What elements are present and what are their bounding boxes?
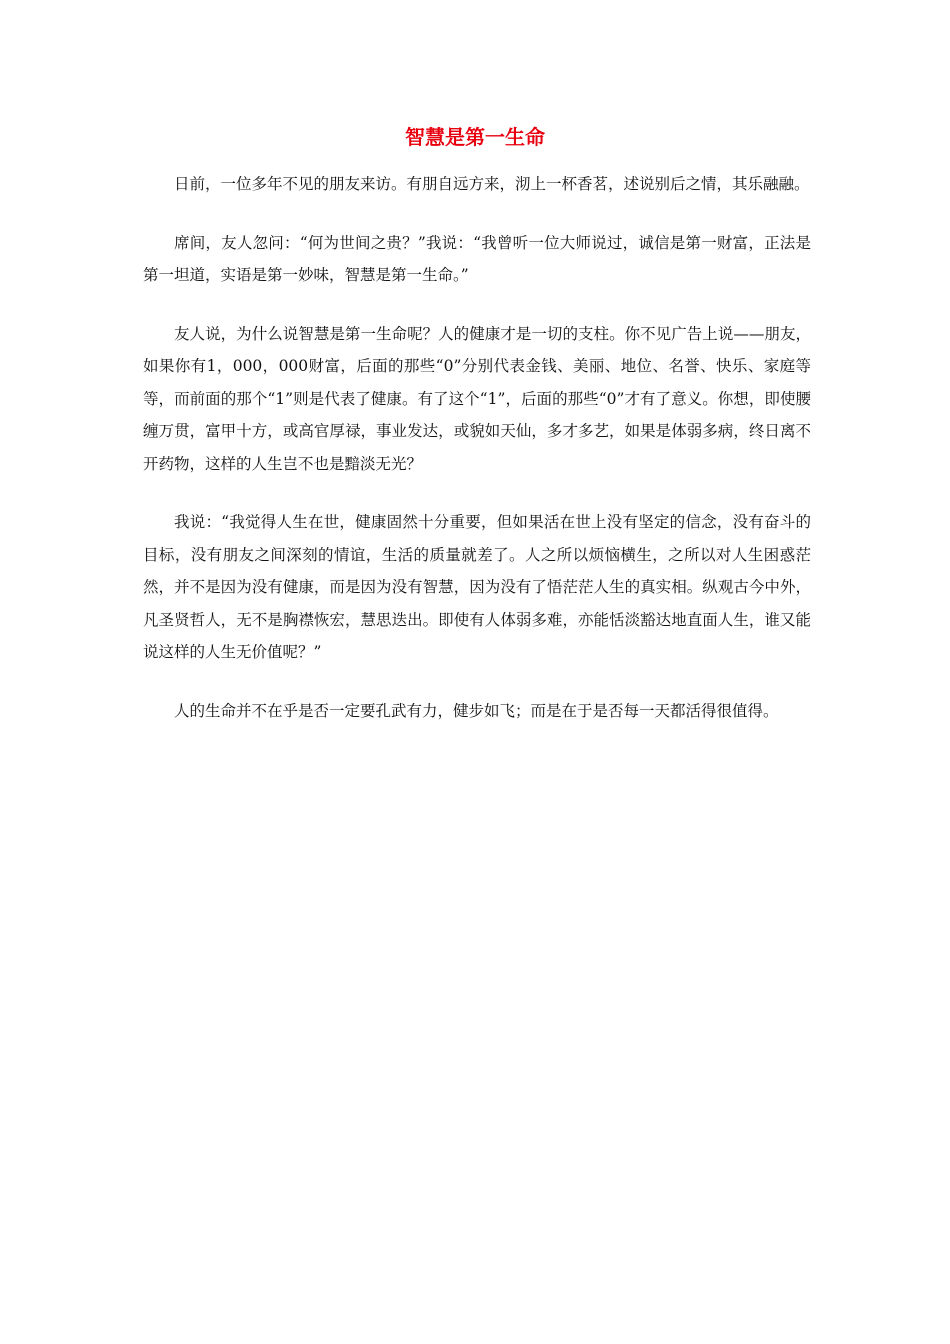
paragraph-4: 我说：“我觉得人生在世，健康固然十分重要，但如果活在世上没有坚定的信念，没有奋斗的目标，没有朋友之间深刻的情谊，生活的质量就差了。人之所以烦恼横生，之所以对人生困惑茫然，并不是因为没有健康，而是因为没有智慧，因为没有了悟茫茫人生的真实相。纵观古今中外，凡圣贤哲人，无不是胸襟恢宏，慧思迭出。即使有人体弱多难，亦能恬淡豁达地直面人生，谁又能说这样的人生无价值呢？” — [143, 513, 811, 661]
document-title: 智慧是第一生命 — [405, 125, 545, 149]
paragraph-2: 席间，友人忽问：“何为世间之贵？”我说：“我曾听一位大师说过，诚信是第一财富，正法是第一坦道，实语是第一妙味，智慧是第一生命。” — [143, 233, 811, 284]
document-body — [143, 168, 811, 753]
paragraph-1: 日前，一位多年不见的朋友来访。有朋自远方来，沏上一杯香茗，述说别后之情，其乐融融。 — [174, 175, 810, 193]
paragraph-5: 人的生命并不在乎是否一定要孔武有力，健步如飞；而是在于是否每一天都活得很值得。 — [174, 701, 779, 720]
paragraph-3: 友人说，为什么说智慧是第一生命呢？人的健康才是一切的支柱。你不见广告上说——朋友，如果你有1，000，000财富，后面的那些“0”分别代表金钱、美丽、地位、名誉、快乐、家庭等等，而前面的那个“1”则是代表了健康。有了这个“1”，后面的那些“0”才有了意义。你想，即使腰缠万贯，富甲十方，或高官厚禄，事业发达，或貌如天仙，多才多艺，如果是体弱多病，终日离不开药物，这样的人生岂不也是黯淡无光？ — [143, 324, 811, 473]
